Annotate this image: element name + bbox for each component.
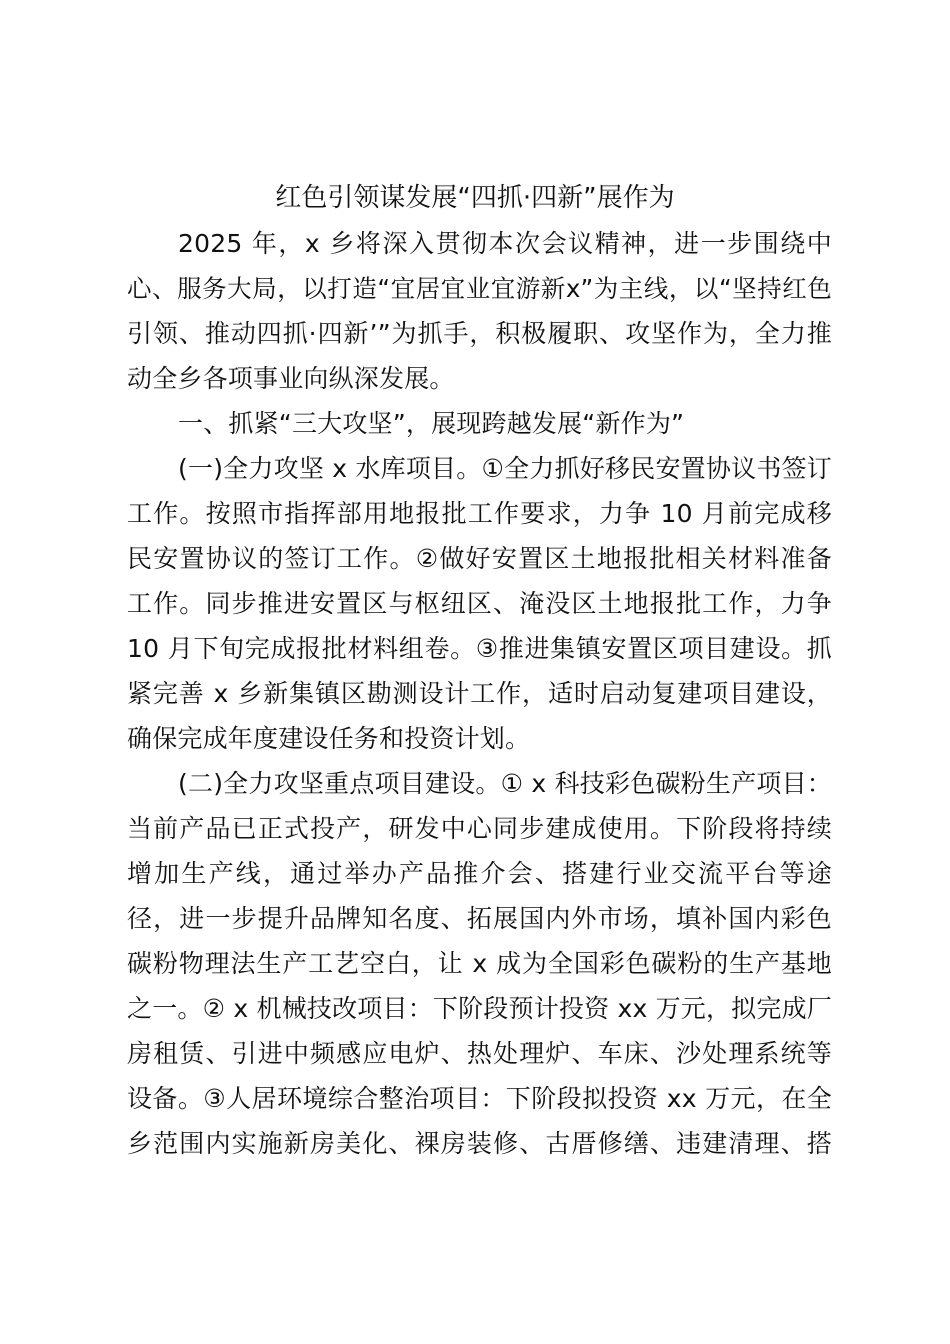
paragraph-line: 工作。同步推进安置区与枢纽区、淹没区土地报批工作，力争 — [127, 589, 832, 618]
paragraph-line: 乡范围内实施新房美化、裸房装修、古厝修缮、违建清理、搭 — [127, 1129, 832, 1158]
paragraph-line: 碳粉物理法生产工艺空白，让 x 成为全国彩色碳粉的生产基地 — [127, 949, 832, 978]
document-title: 红色引领谋发展“四抓·四新”展作为 — [275, 183, 675, 213]
paragraph-line: 设备。③人居环境综合整治项目：下阶段拟投资 xx 万元，在全 — [127, 1084, 832, 1113]
paragraph-line: 径，进一步提升品牌知名度、拓展国内外市场，填补国内彩色 — [127, 904, 832, 933]
paragraph-line: (一)全力攻坚 x 水库项目。①全力抓好移民安置协议书签订 — [178, 454, 832, 483]
paragraph-line: 之一。② x 机械技改项目：下阶段预计投资 xx 万元，拟完成厂 — [127, 994, 832, 1023]
paragraph-line: 紧完善 x 乡新集镇区勘测设计工作，适时启动复建项目建设， — [127, 679, 832, 708]
paragraph-line: 房租赁、引进中频感应电炉、热处理炉、车床、沙处理系统等 — [127, 1039, 832, 1068]
paragraph-line: 工作。按照市指挥部用地报批工作要求，力争 10 月前完成移 — [127, 499, 832, 528]
paragraph-line: 10 月下旬完成报批材料组卷。③推进集镇安置区项目建设。抓 — [127, 634, 832, 663]
paragraph-line: 心、服务大局，以打造“宜居宜业宜游新x”为主线，以“坚持红色 — [127, 274, 832, 303]
paragraph-line: (二)全力攻坚重点项目建设。① x 科技彩色碳粉生产项目： — [178, 769, 832, 798]
paragraph-line: 民安置协议的签订工作。②做好安置区土地报批相关材料准备 — [127, 544, 832, 573]
paragraph-line: 2025 年，x 乡将深入贯彻本次会议精神，进一步围绕中 — [178, 229, 832, 258]
section-heading: 一、抓紧“三大攻坚”，展现跨越发展“新作为” — [178, 409, 685, 438]
paragraph-line: 当前产品已正式投产，研发中心同步建成使用。下阶段将持续 — [127, 814, 832, 843]
paragraph-line: 增加生产线，通过举办产品推介会、搭建行业交流平台等途 — [127, 859, 832, 888]
paragraph-line: 引领、推动四抓·四新’”为抓手，积极履职、攻坚作为，全力推 — [127, 319, 832, 348]
paragraph-line: 动全乡各项事业向纵深发展。 — [127, 364, 455, 393]
paragraph-line: 确保完成年度建设任务和投资计划。 — [127, 724, 531, 753]
